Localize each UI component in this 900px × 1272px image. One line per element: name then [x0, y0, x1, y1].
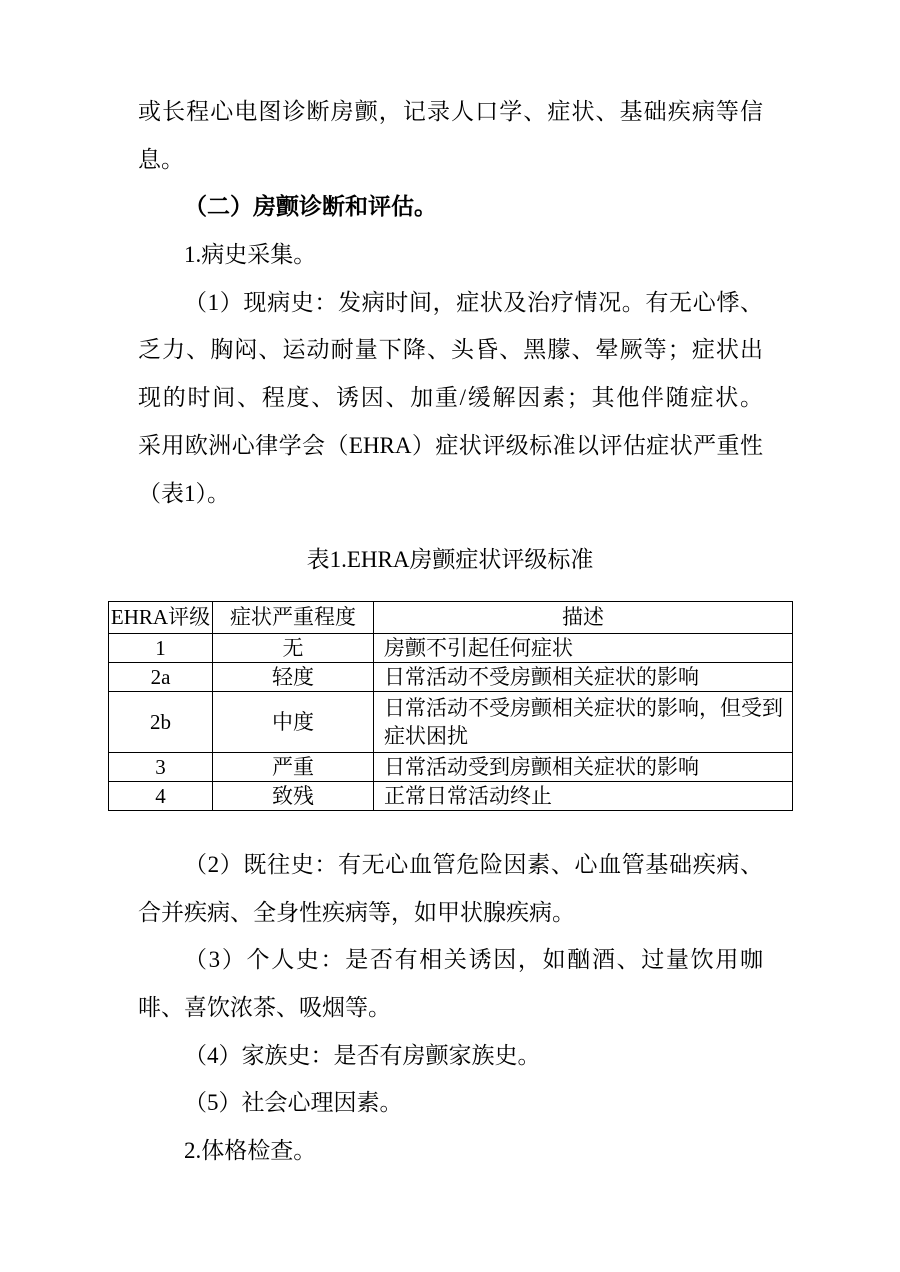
- table-row: [109, 634, 793, 663]
- table-row: [109, 753, 793, 782]
- table-cell-grade: 3: [109, 753, 213, 782]
- paragraph-line: 采用欧洲心律学会（EHRA）症状评级标准以评估症状严重性: [138, 432, 763, 458]
- table-row: [109, 692, 793, 753]
- subsection-heading: 1.病史采集。: [184, 242, 317, 268]
- table-header-cell: 描述: [374, 602, 793, 634]
- table-cell-description: 正常日常活动终止: [374, 782, 793, 811]
- table-cell-severity: 无: [213, 634, 374, 663]
- table-cell-grade: 1: [109, 634, 213, 663]
- table-cell-severity: 中度: [213, 692, 374, 753]
- table-cell-grade: 2b: [109, 692, 213, 753]
- table-cell-grade: 4: [109, 782, 213, 811]
- table-cell-description: 日常活动不受房颤相关症状的影响: [374, 663, 793, 692]
- table-cell-grade: 2a: [109, 663, 213, 692]
- table-row: [109, 782, 793, 811]
- table-cell-description: 日常活动不受房颤相关症状的影响，但受到症状困扰: [374, 692, 793, 753]
- paragraph-line: （1）现病史：发病时间，症状及治疗情况。有无心悸、: [184, 289, 763, 315]
- table-cell-description: 日常活动受到房颤相关症状的影响: [374, 753, 793, 782]
- ehra-rating-table: [108, 601, 793, 811]
- table-caption: 表1.EHRA房颤症状评级标准: [306, 547, 594, 572]
- paragraph-line: （5）社会心理因素。: [184, 1090, 403, 1116]
- paragraph-line: 啡、喜饮浓茶、吸烟等。: [138, 995, 391, 1021]
- table-cell-severity: 致残: [213, 782, 374, 811]
- subsection-heading: 2.体格检查。: [184, 1138, 317, 1164]
- table-header-row: [109, 602, 793, 634]
- paragraph-line: （表1）。: [138, 480, 230, 506]
- table-header-cell: EHRA评级: [109, 602, 213, 634]
- table-row: [109, 663, 793, 692]
- paragraph-line: 息。: [138, 146, 184, 172]
- paragraph-line: 合并疾病、全身性疾病等，如甲状腺疾病。: [138, 899, 575, 925]
- lower-text-block: [138, 841, 763, 1175]
- paragraph-line: 乏力、胸闷、运动耐量下降、头昏、黑朦、晕厥等；症状出: [138, 337, 763, 363]
- table-cell-description: 房颤不引起任何症状: [374, 634, 793, 663]
- paragraph-line: （3）个人史：是否有相关诱因，如酗酒、过量饮用咖: [184, 947, 763, 973]
- paragraph-line: 或长程心电图诊断房颤，记录人口学、症状、基础疾病等信: [138, 99, 763, 124]
- paragraph-line: 现的时间、程度、诱因、加重/缓解因素；其他伴随症状。: [138, 385, 763, 411]
- table-header-cell: 症状严重程度: [213, 602, 374, 634]
- upper-text-block: [138, 88, 763, 517]
- table-cell-severity: 严重: [213, 753, 374, 782]
- table-cell-severity: 轻度: [213, 663, 374, 692]
- section-heading: （二）房颤诊断和评估。: [184, 194, 437, 220]
- paragraph-line: （4）家族史：是否有房颤家族史。: [184, 1042, 541, 1068]
- paragraph-line: （2）既往史：有无心血管危险因素、心血管基础疾病、: [184, 852, 763, 877]
